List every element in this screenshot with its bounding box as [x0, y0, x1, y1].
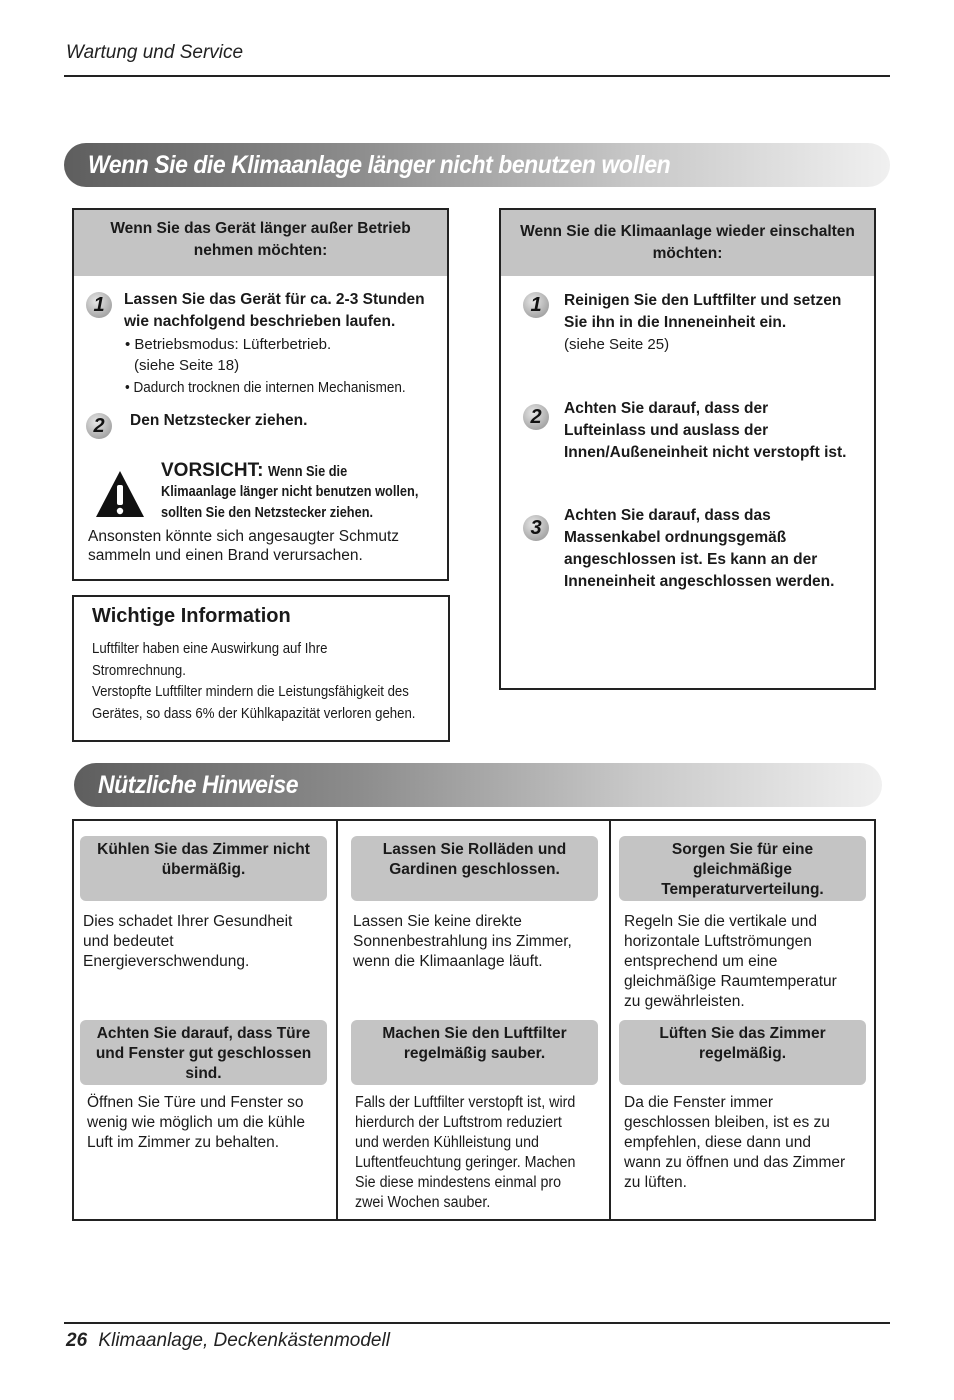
info-title: Wichtige Information: [92, 605, 291, 627]
section-title-tips: Nützliche Hinweise: [98, 771, 299, 799]
info-line: Gerätes, so dass 6% der Kühlkapazität verloren gehen.: [92, 705, 416, 722]
tip-line: Lassen Sie keine direkte: [353, 913, 522, 930]
caution-label: VORSICHT:: [161, 460, 264, 481]
tip-body: [83, 912, 292, 972]
explanation-line: Ansonsten könnte sich angesaugter Schmutz: [88, 528, 400, 545]
tip-line: wann zu öffnen und das Zimmer: [624, 1154, 846, 1171]
tip-heading-line: Machen Sie den Luftfilter: [382, 1025, 567, 1042]
tip-line: wenn die Klimaanlage läuft.: [353, 953, 543, 970]
tip-line: hierdurch der Luftstrom reduziert: [355, 1114, 562, 1131]
tip-line: Sie diese mindestens einmal pro: [355, 1174, 562, 1191]
tip-heading: [351, 1020, 598, 1085]
caution-line: Wenn Sie die: [267, 464, 348, 480]
step2-text: Den Netzstecker ziehen.: [130, 412, 308, 429]
tip-line: wenig wie möglich um die kühle: [87, 1114, 305, 1131]
info-line: Stromrechnung.: [92, 662, 186, 679]
page-number: 26: [66, 1330, 88, 1351]
restart-step1: [564, 290, 841, 355]
bullet-line: • Betriebsmodus: Lüfterbetrieb.: [125, 336, 332, 353]
warning-icon: [94, 468, 146, 520]
step-line: Massenkabel ordnungsgemäß: [564, 529, 787, 546]
bullet-line: • Dadurch trocknen die internen Mechanismen.: [125, 380, 406, 396]
tip-line: Öffnen Sie Türe und Fenster so: [87, 1094, 304, 1111]
tip-heading-line: Lassen Sie Rolläden und: [382, 841, 567, 858]
section-title-storage: Wenn Sie die Klimaanlage länger nicht benutzen wollen: [88, 151, 671, 179]
tip-line: geschlossen bleiben, ist es zu: [624, 1114, 830, 1131]
step-note: (siehe Seite 25): [564, 336, 670, 353]
step-line: Reinigen Sie den Luftfilter und setzen: [564, 292, 842, 309]
step-line: Inneneinheit angeschlossen werden.: [564, 573, 835, 590]
tip-line: zu gewährleisten.: [624, 993, 745, 1010]
tip-heading: [619, 1020, 866, 1085]
tip-heading-line: Kühlen Sie das Zimmer nicht: [97, 841, 310, 858]
step-line: Sie ihn in die Inneneinheit ein.: [564, 314, 787, 331]
section-banner-storage: [64, 143, 890, 187]
caution-note: [161, 460, 453, 524]
header-rule: [64, 75, 890, 77]
caution-explanation: [88, 527, 399, 565]
tip-line: Falls der Luftfilter verstopft ist, wird: [355, 1094, 576, 1111]
tip-body: [353, 912, 572, 972]
tip-heading-line: Lüften Sie das Zimmer: [659, 1025, 826, 1042]
important-info-box: [72, 595, 450, 742]
restart-instructions-box: [499, 208, 876, 690]
tip-line: entsprechend um eine: [624, 953, 778, 970]
heading-line: möchten:: [652, 245, 723, 262]
tip-line: Luftentfeuchtung geringer. Machen: [355, 1154, 576, 1171]
heading-line: Wenn Sie das Gerät länger außer Betrieb: [110, 220, 411, 237]
step-line: wie nachfolgend beschrieben laufen.: [124, 313, 396, 330]
step-number-badge: 2: [86, 413, 112, 439]
caution-line: sollten Sie den Netzstecker ziehen.: [161, 505, 374, 521]
restart-step3: [564, 505, 834, 593]
info-text: [92, 639, 415, 725]
tip-heading-line: sind.: [185, 1065, 222, 1082]
step-line: Achten Sie darauf, dass der: [564, 400, 769, 417]
storage-instructions-box: [72, 208, 449, 581]
storage-box-heading: [74, 210, 447, 276]
tip-line: Luft im Zimmer zu behalten.: [87, 1134, 280, 1151]
tip-line: zwei Wochen sauber.: [355, 1194, 491, 1211]
tip-heading-line: Temperaturverteilung.: [661, 881, 824, 898]
info-line: Luftfilter haben eine Auswirkung auf Ihre: [92, 641, 328, 657]
tip-heading-line: Sorgen Sie für eine: [671, 841, 814, 858]
tip-body: [87, 1093, 305, 1153]
step-line: Innen/Außeneinheit nicht verstopft ist.: [564, 444, 847, 461]
tip-body: [355, 1093, 575, 1213]
tip-heading-line: Achten Sie darauf, dass Türe: [96, 1025, 311, 1042]
tip-heading: [619, 836, 866, 901]
tip-line: und werden Kühlleistung und: [355, 1134, 539, 1151]
tip-line: Dies schadet Ihrer Gesundheit: [83, 913, 293, 930]
tip-heading-line: übermäßig.: [161, 861, 246, 878]
step-number-badge: 1: [86, 292, 112, 318]
tip-heading: [80, 836, 327, 901]
footer-rule: [64, 1322, 890, 1324]
tip-heading-line: Gardinen geschlossen.: [389, 861, 560, 878]
bullet-line: (siehe Seite 18): [134, 357, 240, 374]
tip-line: und bedeutet: [83, 933, 174, 950]
tip-heading-line: gleichmäßige: [692, 861, 793, 878]
step-line: Lassen Sie das Gerät für ca. 2-3 Stunden: [124, 291, 425, 308]
explanation-line: sammeln und einen Brand verursachen.: [88, 547, 363, 564]
grid-divider: [336, 819, 338, 1221]
tip-line: Energieverschwendung.: [83, 953, 250, 970]
tip-line: gleichmäßige Raumtemperatur: [624, 973, 837, 990]
step-number-badge: 3: [523, 515, 549, 541]
tip-line: Da die Fenster immer: [624, 1094, 774, 1111]
tip-line: empfehlen, diese dann und: [624, 1134, 812, 1151]
tip-heading: [351, 836, 598, 901]
tip-heading-line: regelmäßig sauber.: [403, 1045, 546, 1062]
tip-heading-line: und Fenster gut geschlossen: [95, 1045, 312, 1062]
tip-line: horizontale Luftströmungen: [624, 933, 812, 950]
tip-body: [624, 1093, 845, 1193]
tip-line: zu lüften.: [624, 1174, 687, 1191]
grid-divider: [609, 819, 611, 1221]
info-line: Verstopfte Luftfilter mindern die Leistungsfähigkeit des: [92, 684, 409, 700]
step-number-badge: 2: [523, 404, 549, 430]
tip-heading-line: regelmäßig.: [699, 1045, 786, 1062]
tip-line: Regeln Sie die vertikale und: [624, 913, 818, 930]
tip-body: [624, 912, 837, 1012]
tip-line: Sonnenbestrahlung ins Zimmer,: [353, 933, 572, 950]
section-banner-tips: [74, 763, 882, 807]
restart-box-heading: [501, 210, 874, 276]
tip-heading: [80, 1020, 327, 1085]
caution-line: Klimaanlage länger nicht benutzen wollen,: [161, 484, 419, 500]
heading-line: Wenn Sie die Klimaanlage wieder einschalten: [520, 223, 855, 240]
step1-bullets: [125, 334, 427, 399]
step-line: angeschlossen ist. Es kann an der: [564, 551, 818, 568]
page-header-section: Wartung und Service: [66, 42, 244, 63]
step-line: Lufteinlass und auslass der: [564, 422, 769, 439]
step1-text: [124, 289, 425, 333]
step-number-badge: 1: [523, 292, 549, 318]
step-line: Achten Sie darauf, dass das: [564, 507, 771, 524]
heading-line: nehmen möchten:: [193, 242, 328, 259]
manual-title: Klimaanlage, Deckenkästenmodell: [98, 1330, 390, 1351]
restart-step2: [564, 398, 846, 464]
page-footer: [66, 1330, 390, 1352]
